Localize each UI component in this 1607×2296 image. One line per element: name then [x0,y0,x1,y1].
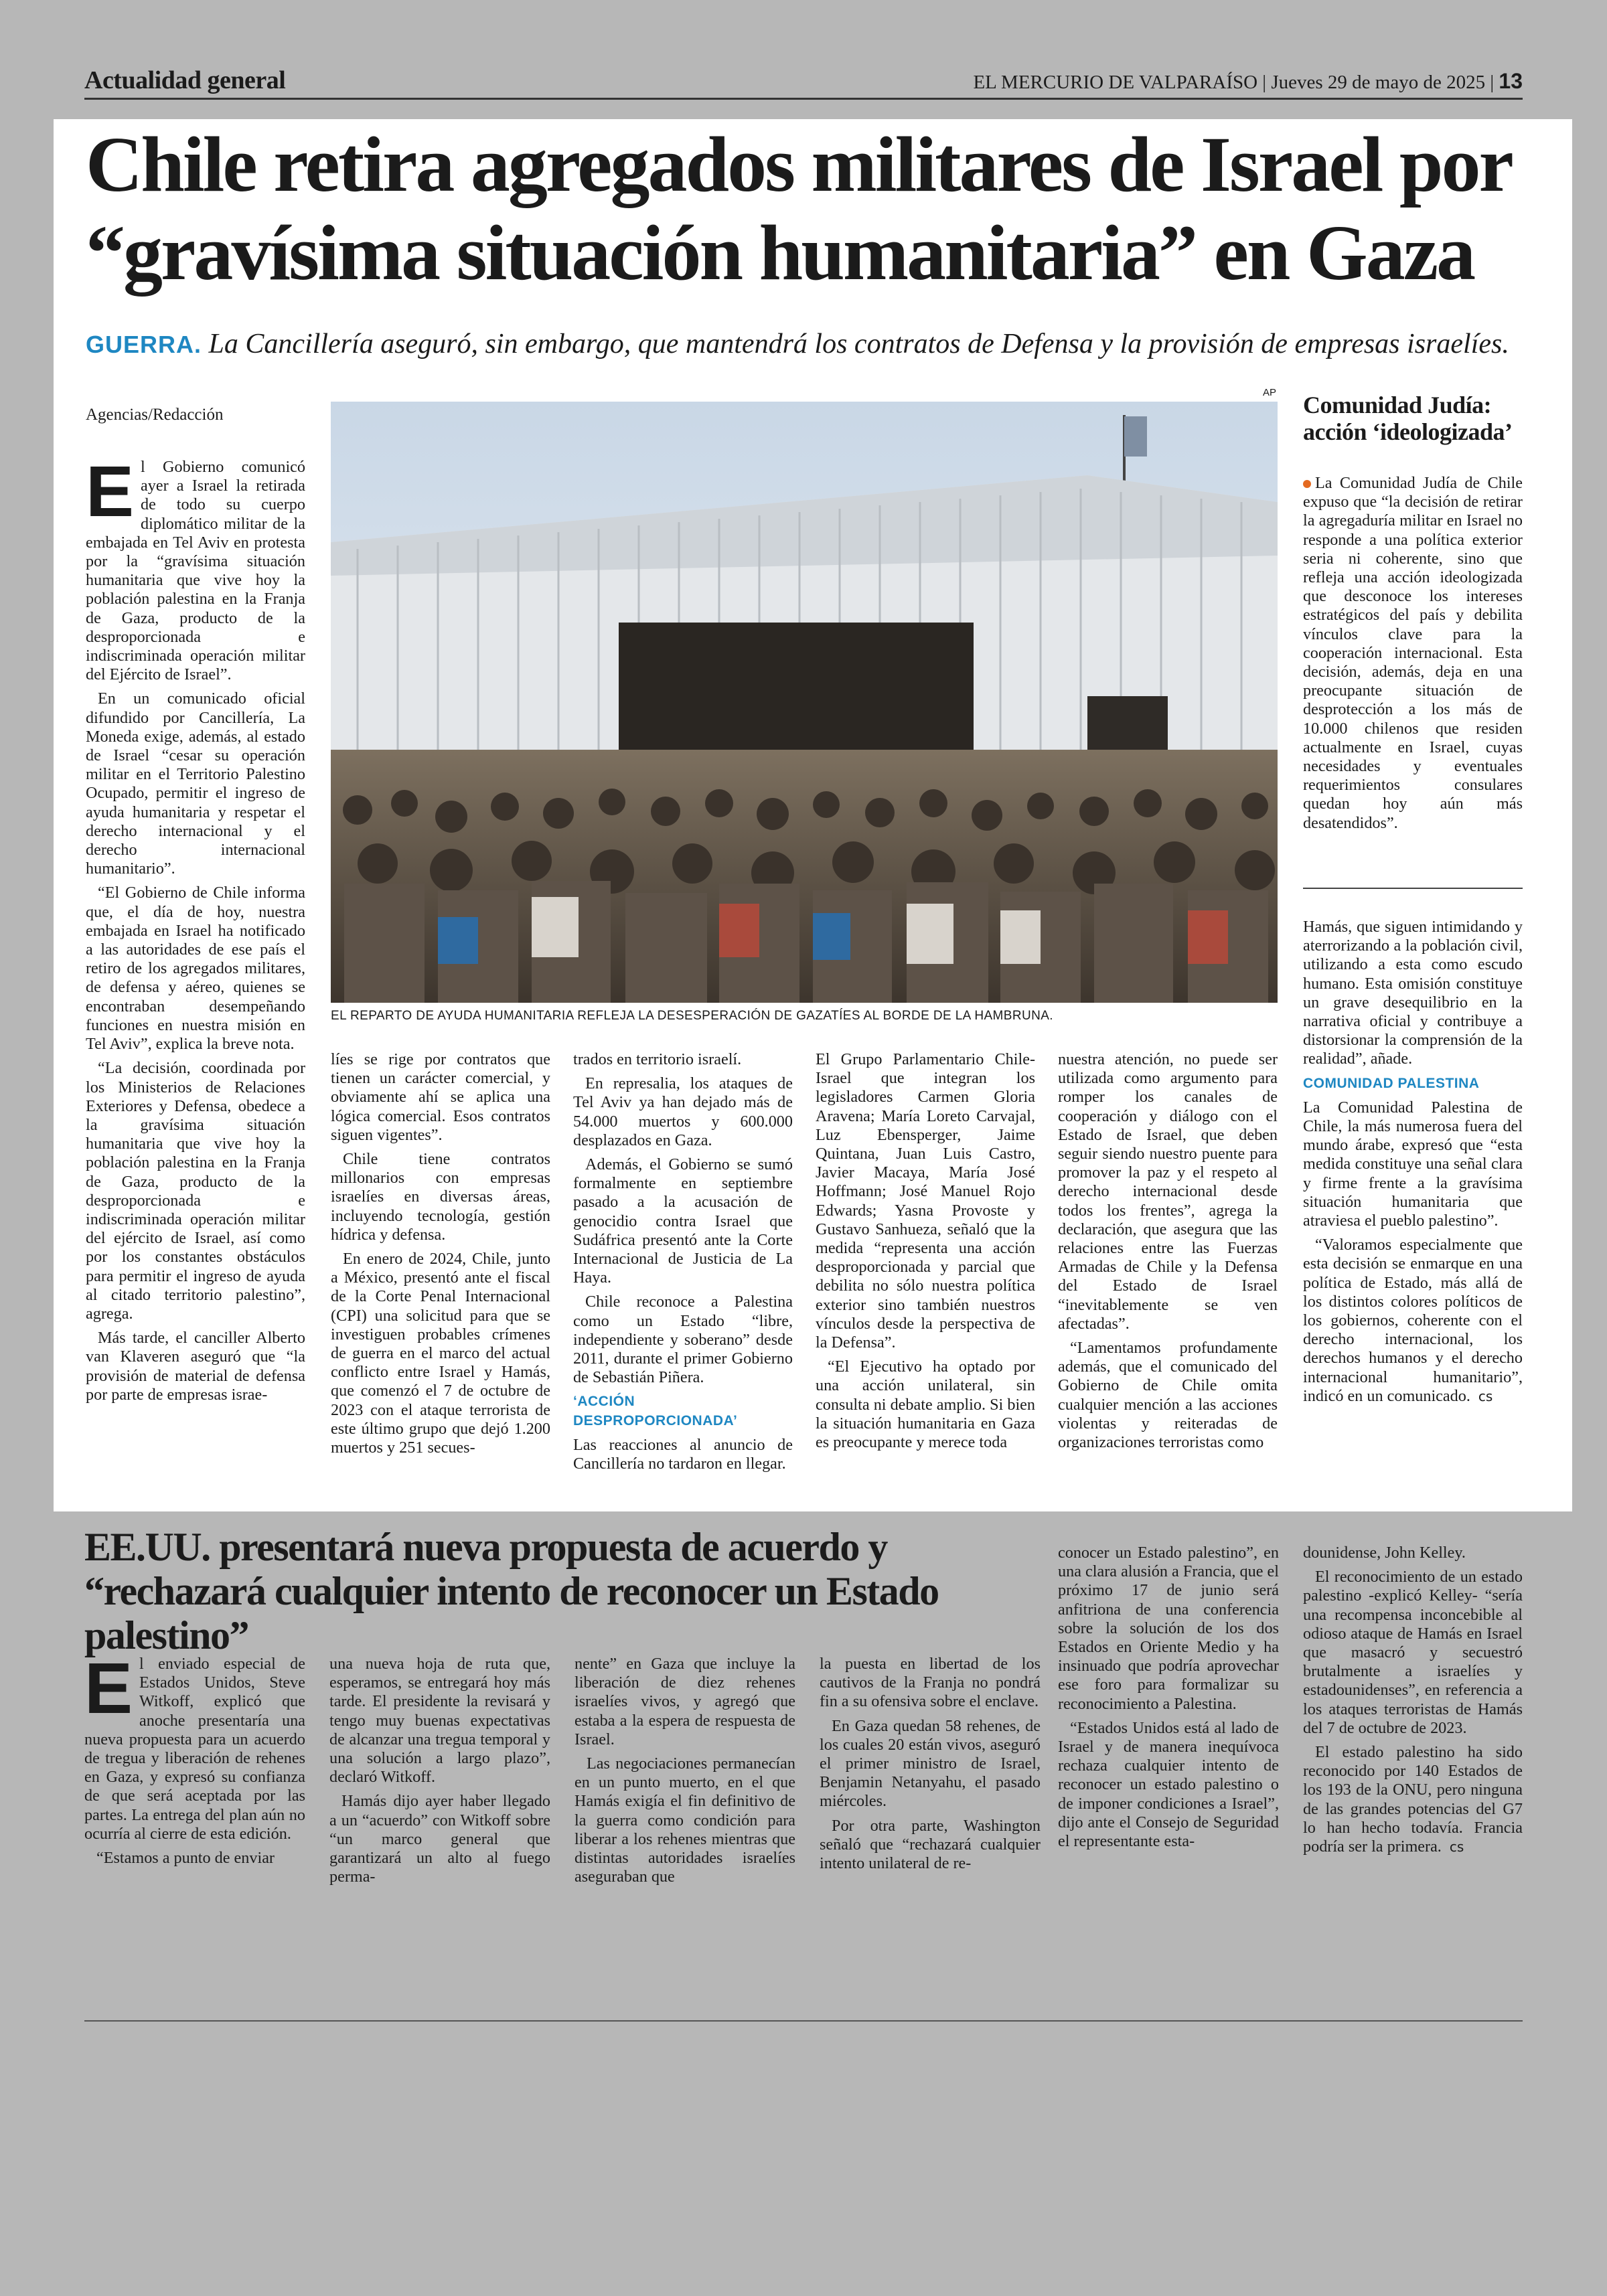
paragraph: “Estamos a punto de enviar [96,1849,275,1868]
footer-rule [84,2020,1523,2022]
paragraph: El estado palestino ha sido reconocido por 140 Estados de los 193 de la ONU, pero ninguna de las grandes potencias del G7 lo han hecho todavía. Francia podría ser la primera. cs [1303,1743,1523,1856]
paragraph: “Valoramos especialmente que esta decisión se enmarque en una política de Estado, más allá de los distintos colores políticos de los gobiernos, coherente con el derecho internacional, los derechos humanos y el derecho internacional humanitario”, indicó en un comunicado. cs [1303,1236,1523,1405]
paragraph: Chile tiene contratos millonarios con empresas israelíes en diversas áreas, incluyendo tecnología, gestión hídrica y defensa. [331,1150,550,1244]
paragraph: Más tarde, el canciller Alberto van Klaveren aseguró que “la provisión de material de defensa por parte de empresas israe- [86,1329,305,1404]
main-col-2 [331,1050,550,1463]
main-photo [331,402,1278,1003]
paper-info [973,69,1523,94]
main-col-3 [573,1050,793,1479]
paragraph: Chile reconoce a Palestina como un Estado “libre, independiente y soberano” desde 2011, durante el primer Gobierno de Sebastián Piñera. [573,1293,793,1387]
paragraph: nuestra atención, no puede ser utilizada como argumento para romper los canales de cooperación y diálogo con el Estado de Israel, que deben seguir siendo nuestro puente para promover la paz y el respeto al derecho internacional desde todos los frentes”, agrega la declaración, que asegura que las relaciones entre las Fuerzas Armadas de Chile y la Defensa del Estado de Israel “inevitablemente se ven afectadas”. [1058,1050,1278,1333]
byline: Agencias/Redacción [86,406,224,424]
second-col-1 [84,1647,305,1873]
second-col-4 [820,1655,1041,1878]
photo-credit: AP [1263,387,1277,398]
paragraph: “El Ejecutivo ha optado por una acción unilateral, sin consulta ni debate amplio. Si bien la situación humanitaria en Gaza es preocupante y merece toda [816,1358,1035,1452]
second-headline: EE.UU. presentará nueva propuesta de acuerdo y “rechazará cualquier intento de reconocer un Estado palestino” [84,1525,939,1657]
paragraph: la puesta en libertad de los cautivos de la Franja no pondrá fin a su ofensiva sobre el enclave. [820,1655,1041,1711]
sidebar-col [1303,918,1523,1411]
paragraph: Hamás, que siguen intimidando y aterrorizando a la población civil, utilizando a esta como escudo humano. Esta omisión constituye un grave desequilibrio en la narrativa oficial y contribuye a distorsionar la comprensión de la realidad”, añade. [1303,918,1523,1068]
page-number: 13 [1499,69,1523,93]
paragraph: En Gaza quedan 58 rehenes, de los cuales 20 están vivos, aseguró el primer ministro de Israel, Benjamin Netanyahu, el pasado miércoles. [820,1716,1041,1811]
second-col-2 [329,1655,550,1892]
paragraph: “Lamentamos profundamente además, que el comunicado del Gobierno de Chile omita cualquier mención a las acciones violentas y reiteradas de organizaciones terroristas como [1058,1339,1278,1452]
deck-text: La Cancillería aseguró, sin embargo, que mantendrá los contratos de Defensa y la provisión de empresas israelíes. [208,329,1509,359]
paragraph: Las negociaciones permanecían en un punto muerto, en el que Hamás exigía el fin definitivo de la guerra como condición para liberar a los rehenes mientras que distintas autoridades israelíes aseguraban que [575,1754,795,1886]
paragraph: El Gobierno comunicó ayer a Israel la retirada de todo su cuerpo diplomático militar de la embajada en Tel Aviv en protesta por la “gravísima situación humanitaria que vive hoy la población palestina en la Franja de Gaza, producto de la desproporcionada e indiscriminada operación militar del Ejército de Israel”. [86,450,305,684]
kicker: GUERRA. [86,331,202,358]
paragraph: “La decisión, coordinada por los Ministerios de Relaciones Exteriores y Defensa, obedece a la gravísima situación humanitaria que vive hoy la población palestina en la Franja de Gaza, producto de la desproporcionada e indiscriminada operación militar del ejército de Israel, así como por los constantes obstáculos para permitir el ingreso de ayuda al citado territorio palestino”, agrega. [86,1059,305,1323]
paragraph: líes se rige por contratos que tienen un carácter comercial, y obviamente ahí se aplica una lógica comercial. Esos contratos siguen vigentes”. [331,1050,550,1144]
main-col-5 [1058,1050,1278,1457]
paragraph: Además, el Gobierno se sumó formalmente en septiembre pasado a la acusación de genocidio contra Israel que Sudáfrica presentó ante la Corte Internacional de Justicia de La Haya. [573,1155,793,1287]
paragraph: “El Gobierno de Chile informa que, el día de hoy, nuestra embajada en Israel ha notificado a las autoridades de ese país el retiro de los agregados militares, de defensa y aéreo, quienes se encontraban desempeñando funciones en nuestra misión en Tel Aviv”, explica la breve nota. [86,884,305,1054]
paragraph: “Estados Unidos está al lado de Israel y de manera inequívoca rechaza cualquier intento de reconocer un estado palestino o de imponer condiciones a Israel”, dijo ante el Consejo de Seguridad el representante esta- [1058,1718,1279,1851]
paper-date: EL MERCURIO DE VALPARAÍSO | Jueves 29 de mayo de 2025 | [973,72,1495,93]
paragraph: La Comunidad Judía de Chile expuso que “la decisión de retirar la agregaduría militar en Israel no responde a una política exterior seria ni coherente, sino que refleja una acción ideologizada que desconoce los intereses estratégicos del país y debilita vínculos clave para la cooperación internacional. Esta decisión, además, deja en una preocupante situación de desprotección a los más de 10.000 chilenos que residen actualmente en Israel, cuyas necesidades y eventuales requerimientos consulares quedan hoy aún más desatendidos”. [1303,474,1523,832]
paragraph: una nueva hoja de ruta que, esperamos, se entregará hoy más tarde. El presidente la revisará y tengo muy buenas expectativas de alcanzar una tregua temporal y una solución a largo plazo”, declaró Witkoff. [329,1655,550,1787]
main-col-4 [816,1050,1035,1457]
paragraph: Hamás dijo ayer haber llegado a un “acuerdo” con Witkoff sobre “un marco general que garantizará un alto al fuego perma- [329,1792,550,1886]
dropcap: E [86,450,135,531]
photo-caption: EL REPARTO DE AYUDA HUMANITARIA REFLEJA LA DESESPERACIÓN DE GAZATÍES AL BORDE DE LA HAMBRUNA. [331,1009,1053,1023]
second-col-6 [1303,1544,1523,1862]
second-col-3 [575,1655,795,1892]
main-headline: Chile retira agregados militares de Israel por “gravísima situación humanitaria” en Gaza [86,120,1511,297]
deck [86,328,1532,360]
subhead-accion: ‘ACCIÓN DESPROPORCIONADA’ [573,1394,738,1428]
header-rule [84,98,1523,100]
paragraph: En un comunicado oficial difundido por Cancillería, La Moneda exige, además, al estado de Israel “cesar su operación militar en el Territorio Palestino Ocupado, permitir el ingreso de ayuda humanitaria y respetar el derecho internacional y el derecho internacional humanitario”. [86,689,305,878]
paragraph: El enviado especial de Estados Unidos, Steve Witkoff, explicó que anoche presentaría una nueva propuesta para un acuerdo de tregua y liberación de rehenes en Gaza, y expresó su confianza de que será aceptada por las partes. La entrega del plan aún no ocurría al cierre de esta edición. [84,1647,305,1843]
paragraph: El Grupo Parlamentario Chile-Israel que integran los legisladores Carmen Gloria Aravena; María Loreto Carvajal, Luz Ebensperger, Jaime Quintana, Juan Luis Castro, Javier Macaya, María José Hoffmann; José Manuel Rojo Edwards; Yasna Provoste y Gustavo Sanhueza, señaló que la medida “representa una acción desproporcionada y parcial que debilita no sólo nuestra política exterior sino también nuestros vínculos desde la perspectiva de la Defensa”. [816,1050,1035,1352]
paragraph: En represalia, los ataques de Tel Aviv ya han dejado más de 54.000 muertos y 600.000 desplazados en Gaza. [573,1074,793,1149]
paragraph: nente” en Gaza que incluye la liberación de diez rehenes israelíes vivos, y agregó que estaba a la espera de respuesta de Israel. [575,1655,795,1748]
paragraph: dounidense, John Kelley. [1303,1544,1466,1562]
sidebar-box [1303,474,1523,838]
sidebar-title: Comunidad Judía: acción ‘ideologizada’ [1303,392,1513,445]
sidebar-rule [1303,888,1523,889]
subhead-comunidad-palestina: COMUNIDAD PALESTINA [1303,1075,1480,1091]
paragraph: trados en territorio israelí. [573,1050,742,1068]
paragraph: Por otra parte, Washington señaló que “rechazará cualquier intento unilateral de re- [820,1816,1041,1873]
end-mark-icon: cs [1478,1388,1493,1404]
paragraph: conocer un Estado palestino”, en una clara alusión a Francia, que el próximo 17 de junio será anfitriona de una conferencia sobre la solución de los dos Estados en Oriente Medio y ha insinuado que podría aprovechar ese foro para formalizar su reconocimiento a Palestina. [1058,1544,1279,1713]
bullet-icon [1303,480,1311,488]
end-mark-icon: cs [1449,1839,1464,1856]
section-label: Actualidad general [84,66,286,94]
paragraph: El reconocimiento de un estado palestino -explicó Kelley- “sería una recompensa inconcebible al odioso ataque de Hamás en Israel que masacró y secuestró brutalmente a israelíes y estadounidenses”, en referencia a los ataques terroristas de Hamás del 7 de octubre de 2023. [1303,1568,1523,1737]
second-col-5 [1058,1544,1279,1856]
crowd-warehouse-image [331,402,1278,1003]
dropcap: E [84,1647,133,1728]
paragraph: La Comunidad Palestina de Chile, la más numerosa fuera del mundo árabe, expresó que “esta medida constituye una señal clara y firme frente a la gravísima situación humanitaria que atraviesa el pueblo palestino”. [1303,1098,1523,1230]
main-col-1 [86,450,305,1410]
paragraph: En enero de 2024, Chile, junto a México, presentó ante el fiscal de la Corte Penal Internacional (CPI) una solicitud para que se investiguen probables crímenes de guerra en el marco del actual conflicto entre Israel y Hamás, que comenzó el 7 de octubre de 2023 con el ataque terrorista de este último grupo que dejó 1.200 muertos y 251 secues- [331,1250,550,1457]
paragraph: Las reacciones al anuncio de Cancillería no tardaron en llegar. [573,1435,793,1473]
